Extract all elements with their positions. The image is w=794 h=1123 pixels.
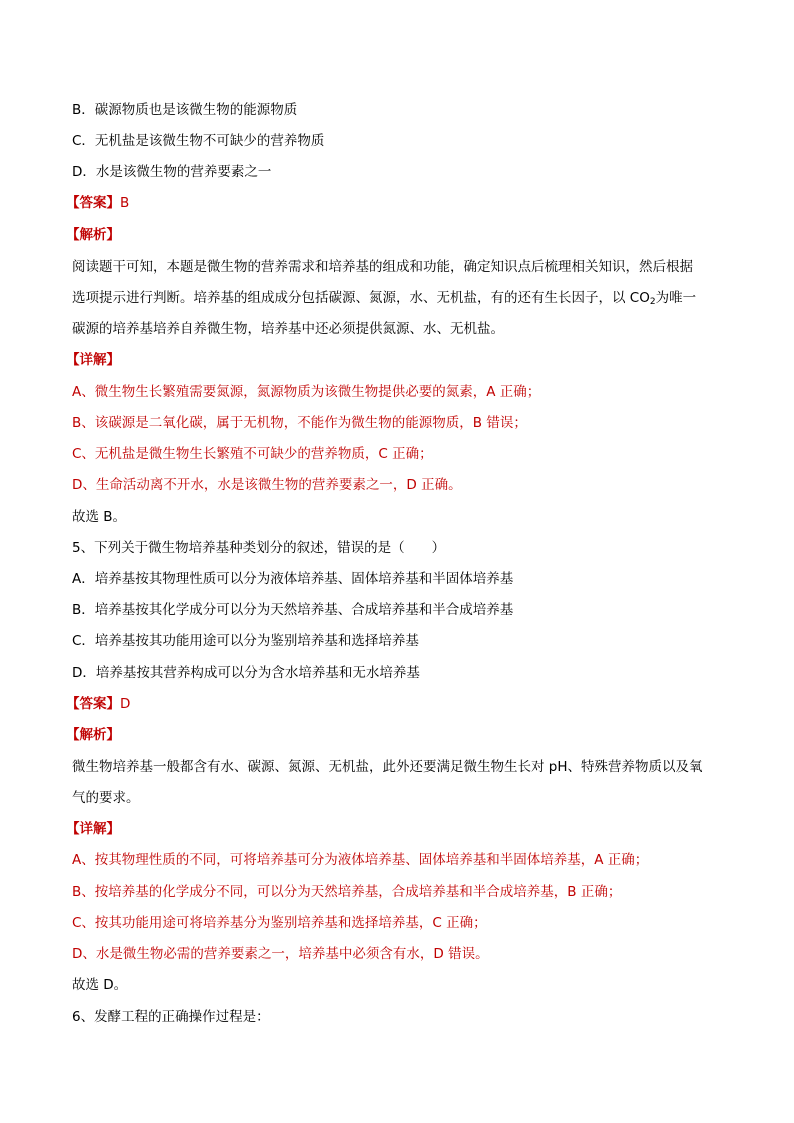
q4-option-d: D．水是该微生物的营养要素之一 [72, 164, 272, 180]
q5-detail-a: A、按其物理性质的不同，可将培养基可分为液体培养基、固体培养基和半固体培养基，A 正确； [72, 852, 649, 868]
q5-option-a: A．培养基按其物理性质可以分为液体培养基、固体培养基和半固体培养基 [72, 571, 514, 587]
q5-analysis-line-1: 微生物培养基一般都含有水、碳源、氮源、无机盐，此外还要满足微生物生长对 pH、特殊营养物质以及氧 [72, 759, 703, 775]
q4-analysis-line-1: 阅读题干可知，本题是微生物的营养需求和培养基的组成和功能，确定知识点后梳理相关知识，然后根据 [72, 259, 693, 275]
q4-analysis-line-2-pre: 选项提示进行判断。培养基的组成成分包括碳源、氮源，水、无机盐，有的还有生长因子，以 CO [72, 290, 650, 306]
answer-label: 【答案】 [66, 195, 120, 211]
q5-option-c: C．培养基按其功能用途可以分为鉴别培养基和选择培养基 [72, 633, 419, 649]
q5-analysis-label: 【解析】 [66, 727, 120, 743]
q5-detail-label: 【详解】 [66, 821, 120, 837]
q5-detail-d: D、水是微生物必需的营养要素之一，培养基中必须含有水，D 错误。 [72, 946, 489, 962]
answer-value: B [120, 195, 130, 211]
q4-analysis-line-3: 碳源的培养基培养自养微生物，培养基中还必须提供氮源、水、无机盐。 [72, 321, 504, 337]
q4-answer [66, 194, 129, 212]
q4-option-b: B．碳源物质也是该微生物的能源物质 [72, 102, 298, 118]
q4-analysis-line-2-post: 为唯一 [655, 290, 697, 306]
answer-label: 【答案】 [66, 696, 120, 712]
q4-detail-b: B、该碳源是二氧化碳，属于无机物，不能作为微生物的能源物质，B 错误； [72, 415, 527, 431]
q4-detail-d: D、生命活动离不开水，水是该微生物的营养要素之一，D 正确。 [72, 477, 462, 493]
q5-option-d: D．培养基按其营养构成可以分为含水培养基和无水培养基 [72, 665, 420, 681]
q4-conclusion: 故选 B。 [72, 509, 127, 525]
q5-conclusion: 故选 D。 [72, 977, 128, 993]
q4-detail-a: A、微生物生长繁殖需要氮源，氮源物质为该微生物提供必要的氮素，A 正确； [72, 384, 541, 400]
q4-analysis-line-2 [72, 289, 696, 307]
q5-detail-b: B、按培养基的化学成分不同，可以分为天然培养基，合成培养基和半合成培养基，B 正确； [72, 884, 622, 900]
q4-analysis-label: 【解析】 [66, 227, 120, 243]
answer-value: D [120, 696, 131, 712]
q5-answer [66, 695, 130, 713]
q4-detail-label: 【详解】 [66, 352, 120, 368]
q5-option-b: B．培养基按其化学成分可以分为天然培养基、合成培养基和半合成培养基 [72, 602, 514, 618]
q5-detail-c: C、按其功能用途可将培养基分为鉴别培养基和选择培养基，C 正确； [72, 915, 487, 931]
co2-subscript: 2 [649, 297, 656, 307]
q4-detail-c: C、无机盐是微生物生长繁殖不可缺少的营养物质，C 正确； [72, 446, 433, 462]
q5-stem: 5、下列关于微生物培养基种类划分的叙述，错误的是（ ） [72, 540, 446, 556]
q5-analysis-line-2: 气的要求。 [72, 790, 140, 806]
q6-stem: 6、发酵工程的正确操作过程是： [72, 1009, 270, 1025]
q4-option-c: C．无机盐是该微生物不可缺少的营养物质 [72, 133, 325, 149]
